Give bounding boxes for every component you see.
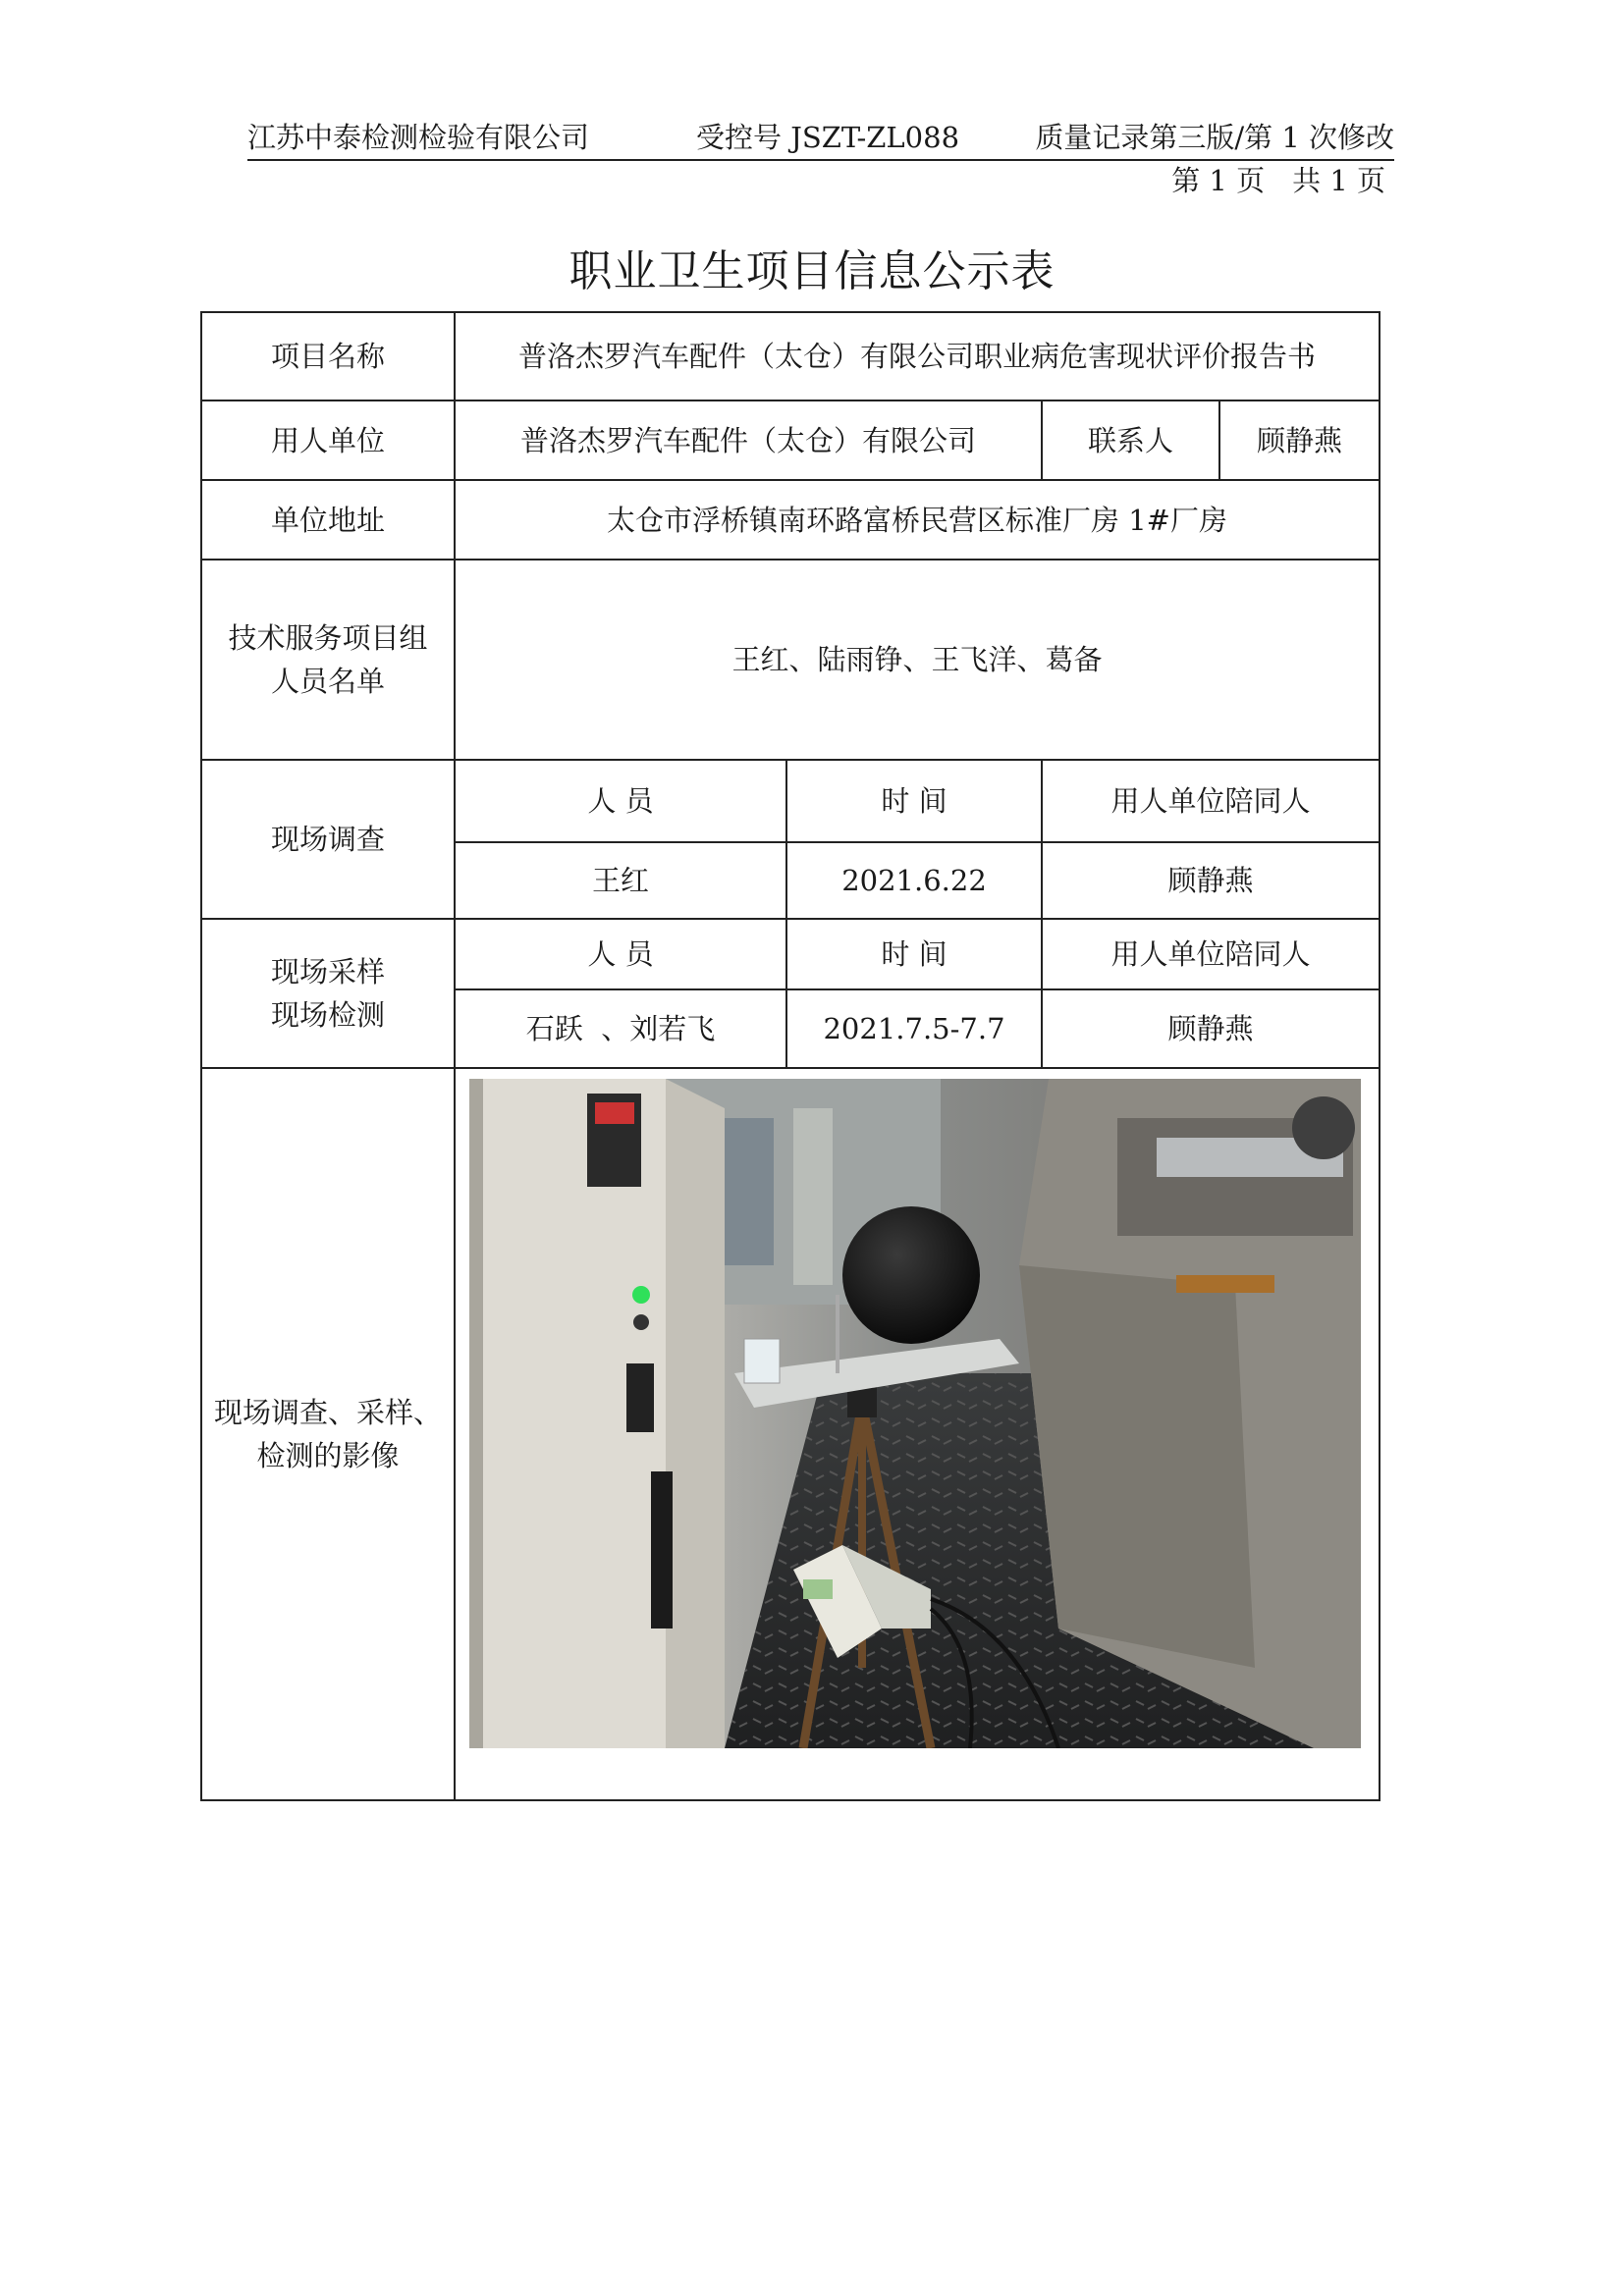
survey-person: 王红 <box>455 842 786 919</box>
record-version: 质量记录第三版/第 1 次修改 <box>1035 121 1394 154</box>
sampling-person: 石跃 、刘若飞 <box>455 989 786 1068</box>
image-cell <box>455 1068 1380 1800</box>
sampling-label: 现场采样 现场检测 <box>201 919 455 1068</box>
address-label: 单位地址 <box>201 480 455 560</box>
row-images <box>201 1068 1380 1800</box>
sampling-time: 2021.7.5-7.7 <box>786 989 1042 1068</box>
document-title: 职业卫生项目信息公示表 <box>568 246 1056 296</box>
project-name-value: 普洛杰罗汽车配件（太仓）有限公司职业病危害现状评价报告书 <box>455 312 1380 400</box>
team-value: 王红、陆雨铮、王飞洋、葛备 <box>455 560 1380 760</box>
contact-label: 联系人 <box>1042 400 1219 480</box>
info-table <box>200 311 1380 1801</box>
page-total: 共 1 页 <box>1292 164 1385 197</box>
control-number: 受控号 JSZT-ZL088 <box>696 121 960 154</box>
page-info <box>1171 159 1385 199</box>
row-address <box>201 480 1380 560</box>
sampling-col-escort: 用人单位陪同人 <box>1042 919 1380 989</box>
employer-label: 用人单位 <box>201 400 455 480</box>
site-photo <box>469 1079 1361 1748</box>
survey-col-person: 人 员 <box>455 760 786 842</box>
survey-label: 现场调查 <box>201 760 455 919</box>
company-name: 江苏中泰检测检验有限公司 <box>247 121 590 154</box>
survey-col-escort: 用人单位陪同人 <box>1042 760 1380 842</box>
sampling-escort: 顾静燕 <box>1042 989 1380 1068</box>
row-employer <box>201 400 1380 480</box>
page-header <box>247 110 1394 161</box>
project-name-label: 项目名称 <box>201 312 455 400</box>
contact-value: 顾静燕 <box>1219 400 1380 480</box>
team-label: 技术服务项目组 人员名单 <box>201 560 455 760</box>
row-sampling-header <box>201 919 1380 989</box>
row-team <box>201 560 1380 760</box>
row-project-name <box>201 312 1380 400</box>
survey-escort: 顾静燕 <box>1042 842 1380 919</box>
page-number: 第 1 页 <box>1171 164 1266 197</box>
sampling-col-person: 人 员 <box>455 919 786 989</box>
row-survey-header <box>201 760 1380 842</box>
image-label: 现场调查、采样、 检测的影像 <box>201 1068 455 1800</box>
employer-value: 普洛杰罗汽车配件（太仓）有限公司 <box>455 400 1042 480</box>
survey-col-time: 时 间 <box>786 760 1042 842</box>
address-value: 太仓市浮桥镇南环路富桥民营区标准厂房 1#厂房 <box>455 480 1380 560</box>
sampling-col-time: 时 间 <box>786 919 1042 989</box>
survey-time: 2021.6.22 <box>786 842 1042 919</box>
